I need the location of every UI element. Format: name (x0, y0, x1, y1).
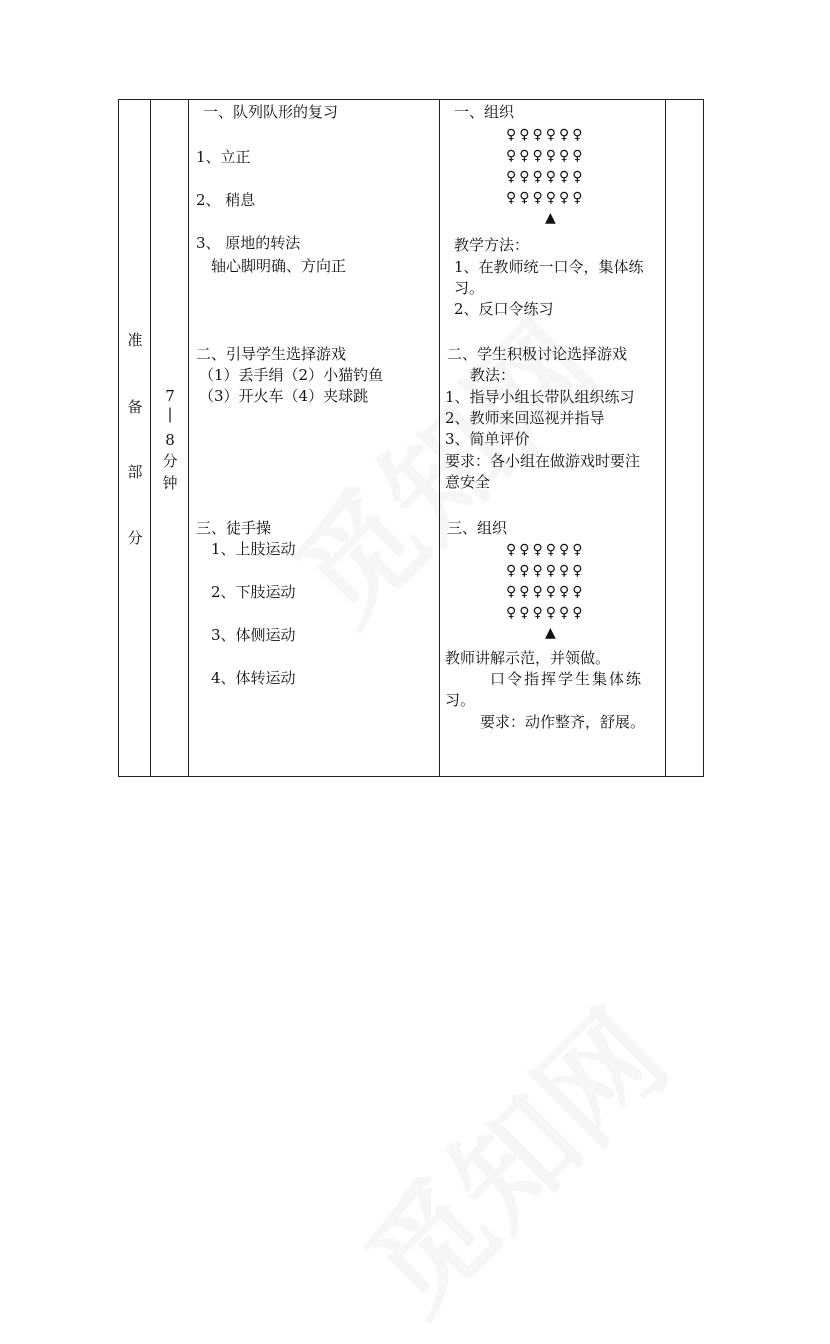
list-item: 2、下肢运动 (211, 583, 296, 601)
list-item: 4、体转运动 (211, 669, 296, 687)
student-formation-row: ♀♀♀♀♀♀ (506, 127, 586, 143)
remarks-cell (666, 100, 704, 777)
time-text: 分 (162, 452, 178, 470)
list-item: 3、 原地的转法 (196, 234, 301, 252)
teacher-marker-icon: ▲ (545, 625, 556, 641)
time-text: 钟 (162, 474, 178, 492)
method-line: 口令指挥学生集体练 (490, 670, 644, 688)
method-line: 2、反口令练习 (454, 300, 554, 318)
student-formation-row: ♀♀♀♀♀♀ (506, 584, 586, 600)
part2-title: 二、引导学生选择游戏 (196, 345, 347, 363)
list-item: （3）开火车（4）夹球跳 (199, 387, 369, 405)
student-formation-row: ♀♀♀♀♀♀ (506, 169, 586, 185)
section-char: 准 (127, 331, 143, 349)
lesson-plan-table (118, 99, 704, 777)
list-item: （1）丢手绢（2）小猫钓鱼 (199, 366, 384, 384)
student-formation-row: ♀♀♀♀♀♀ (506, 190, 586, 206)
method-line: 1、在教师统一口令，集体练 (454, 258, 644, 276)
method-line: 教师讲解示范，并领做。 (445, 649, 611, 667)
org-part2-title: 二、学生积极讨论选择游戏 (447, 345, 628, 363)
org-part3-title: 三、组织 (447, 519, 508, 537)
part1-title: 一、队列队形的复习 (203, 103, 339, 121)
method-line: 2、教师来回巡视并指导 (445, 409, 605, 427)
watermark (322, 968, 698, 1344)
list-item: 3、体侧运动 (211, 626, 296, 644)
requirement-line: 要求：动作整齐，舒展。 (480, 713, 646, 731)
method-title: 教法： (470, 366, 516, 384)
time-text: 7 (165, 387, 175, 405)
student-formation-row: ♀♀♀♀♀♀ (506, 605, 586, 621)
method-line: 习。 (445, 691, 476, 709)
requirement-line: 要求：各小组在做游戏时要注 (445, 452, 641, 470)
method-line: 3、简单评价 (445, 430, 530, 448)
table-row (119, 100, 704, 777)
student-formation-row: ♀♀♀♀♀♀ (506, 563, 586, 579)
student-formation-row: ♀♀♀♀♀♀ (506, 148, 586, 164)
list-item: 1、立正 (196, 148, 251, 166)
section-char: 备 (127, 398, 143, 416)
part1-note: 轴心脚明确、方向正 (211, 257, 347, 275)
section-char: 分 (127, 529, 143, 547)
student-formation-row: ♀♀♀♀♀♀ (506, 542, 586, 558)
time-text: 8 (165, 431, 175, 449)
organization-cell (440, 100, 666, 777)
time-cell (151, 100, 189, 777)
list-item: 2、 稍息 (196, 191, 256, 209)
section-char: 部 (127, 463, 143, 481)
method-line: 1、指导小组长带队组织练习 (445, 388, 635, 406)
org-part1-title: 一、组织 (454, 103, 515, 121)
time-text: | (167, 405, 173, 423)
list-item: 1、上肢运动 (211, 540, 296, 558)
section-cell (119, 100, 151, 777)
method-title: 教学方法： (454, 236, 530, 254)
teacher-marker-icon: ▲ (545, 210, 556, 226)
content-cell (189, 100, 440, 777)
requirement-line: 意安全 (445, 473, 491, 491)
method-line: 习。 (454, 279, 485, 297)
part3-title: 三、徒手操 (196, 519, 272, 537)
